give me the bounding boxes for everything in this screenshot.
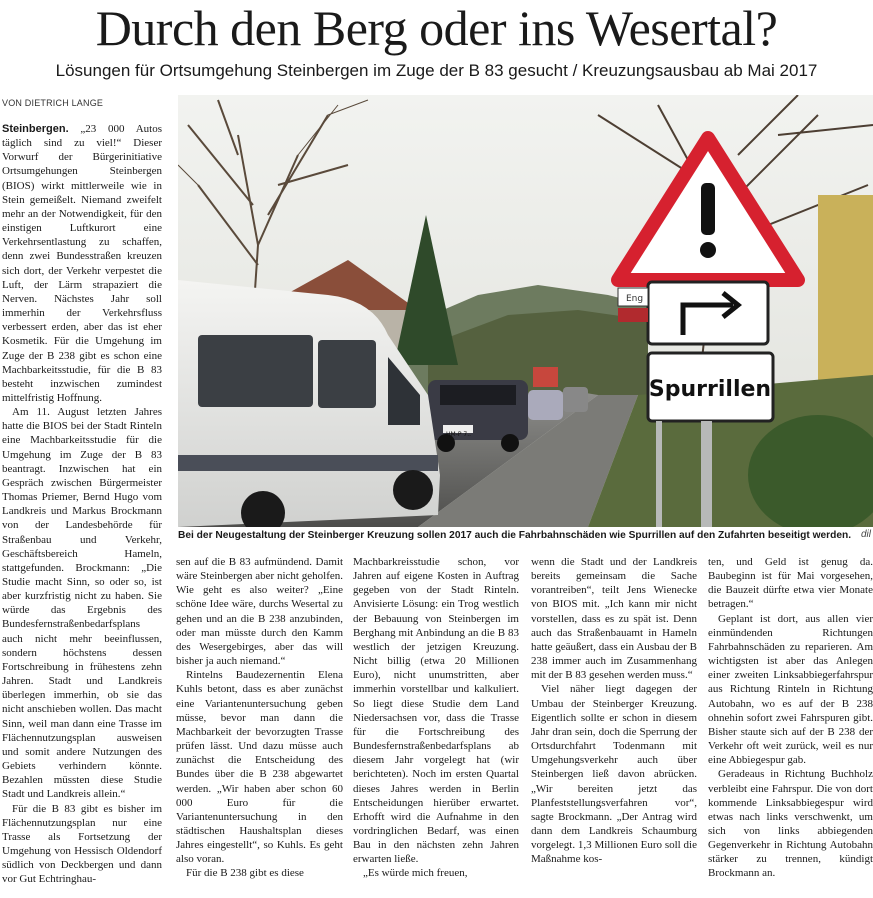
paragraph: Am 11. August letzten Jahres hatte die BIOS bei der Stadt Rinteln eine Machbarkeitsstudie für die Umgehung im Zuge der B 83 beantragt. Inzwischen hat ein Gespräch zwischen Bürgermeister Thomas Priemer, Bernd Hugo vom Landkreis und Markus Brockmann von der Landesbehörde für Straßenbau und Verkehr, Geschäftsbereich Hameln, stattgefunden. Brockmann: „Die Studie macht Sinn, so oder so, ist aber kurzfristig nicht zu haben. Sie würde das Ergebnis des Bundesfernstraßenbedarfsplans auch nicht mehr beeinflussen, sondern höchstens dessen Fortschreibung in frühestens zehn Jahren. Stadt und Landkreis überlegen immerhin, ob sie das nicht anschieben wollen. Das macht Sinn, weil man dann eine Trasse im Flächennutzungsplan ausweisen und somit andere Nutzungen des Gebiets verhindern könnte. Bezahlen müssten diese Studie Stadt und Landkreis allein.“ bbox=[2, 406, 162, 801]
exclamation-icon bbox=[701, 183, 715, 235]
spurrillen-sign-text: Spurrillen bbox=[648, 377, 772, 402]
article-photo bbox=[178, 95, 873, 527]
paragraph: Geplant ist dort, aus allen vier einmündenden Richtungen Fahrbahnschäden zu reparieren. Am wichtigsten ist aber das Anlegen einer zweiten Linksabbiegerfahrspur aus Richtung Rinteln in Richtung Autobahn, wo es auf der B 238 ohnehin sofort zwei Fahrspuren gibt. Bisher staute sich auf der B 238 der Verkehr oft weit zurück, weil es nur eine Abbiegespur gab. bbox=[708, 612, 873, 767]
red-truck bbox=[533, 367, 558, 387]
paragraph bbox=[2, 122, 162, 405]
silver-car bbox=[528, 390, 563, 420]
small-direction-sign bbox=[618, 288, 648, 322]
paragraph: „Es würde mich freuen, bbox=[363, 867, 468, 880]
paragraph: Geradeaus in Richtung Buchholz verbleibt eine Fahrspur. Die von dort kommende Linksabbiegespur wird etwas nach links verschwenkt, um sich von links abbiegenden Gegenverkehr in Richtung Autobahn stärker zu trennen, kündigt Brockmann an. bbox=[708, 768, 873, 880]
small-sign-text: Eng bbox=[626, 294, 644, 304]
photo-caption: Bei der Neugestaltung der Steinberger Kreuzung sollen 2017 auch die Fahrbahnschäden wie Spurrillen auf den Zufahrten beseitigt werden. bbox=[178, 530, 852, 541]
text-column-5 bbox=[708, 555, 873, 881]
paragraph: Rintelns Baudezernentin Elena Kuhls betont, dass es aber zunächst eine Variantenuntersuchung geben müsse, bevor man dann die Machbarkeit der bevorzugten Trasse prüfen lässt. Und dazu müsse auch zunächst die Entscheidung des Bundes über die B 238 abgewartet werden. „Wir haben aber schon 60 000 Euro für die Variantenuntersuchung in den städtischen Haushaltsplan dieses Jahres eingestellt“, so Kuhls. Es geht also voran. bbox=[176, 669, 343, 866]
headline: Durch den Berg oder ins Wesertal? bbox=[95, 0, 778, 56]
paragraph: Viel näher liegt dagegen der Umbau der Steinberger Kreuzung. Eigentlich sollte er schon in diesem Jahr dran sein, doch die Sperrung der Ortsdurchfahrt Todenmann mit Umgehungsverkehr auch über Steinbergen ließ davon abrücken. „Wir bereiten jetzt das Planfeststellungsverfahren vor“, sagte Brockmann. „Der Antrag wird dann dem Landkreis Schaumburg vorgelegt. 1,3 Millionen Euro soll die Maßnahme kos- bbox=[531, 683, 697, 866]
dateline: Steinbergen. bbox=[2, 123, 69, 135]
text-column-2 bbox=[176, 555, 343, 881]
byline: VON DIETRICH LANGE bbox=[2, 98, 104, 108]
paragraph: sen auf die B 83 aufmündend. Damit wäre Steinbergen aber nicht geholfen. Wie geht es also weiter? „Eine schöne Idee wäre, durchs Wesertal zu gehen und an die B 238 anzubinden, oder man müsste durch den Kamm des Wesergebirges, aber das will bisher ja auch niemand.“ bbox=[176, 556, 343, 668]
photo-credit: dil bbox=[860, 529, 871, 540]
paragraph: Für die B 238 gibt es diese bbox=[186, 867, 304, 880]
paragraph: Machbarkreisstudie schon, vor Jahren auf eigene Kosten in Auftrag gegeben von der Stadt Rinteln. Anvisierte Lösung: ein Trog westlich der Bebauung von Steinbergen im Berghang mit Anbindung an die B 83 westlich der jetzigen Kreuzung. Nicht billig (etwa 20 Millionen Euro), nicht unumstritten, aber immerhin vorstellbar und kalkuliert. So liegt diese Studie dem Land Niedersachsen vor, dass die Trasse für die Fortschreibung des Bundesfernstraßenbedarfsplans ab diesem Jahr vorgelegt hat (wir berichteten). Noch im ersten Quartal dieses Jahres werden in Berlin Entscheidungen hierüber erwartet. Erhofft wird die Aufnahme in den vordringlichen Bedarf, was einen Bau in den nächsten zehn Jahren erwarten ließe. bbox=[353, 556, 519, 866]
paragraph: wenn die Stadt und der Landkreis bereits gemeinsam die Sache vorantreiben“, teilt Jens Wienecke von BIOS mit. „Ich kann mir nicht vorstellen, dass es zu spät ist. Denn auch das Straßenbauamt in Hameln hatte geäußert, dass ein Ausbau der B 238 immer auch im Zusammenhang mit der B 83 gesehen werden muss.“ bbox=[531, 556, 697, 682]
paragraph: Für die B 83 gibt es bisher im Flächennutzungsplan nur eine Trasse als Fortsetzung der Umgehung von Hessisch Oldendorf südlich von Deckbergen und dann vor Gut Echtringhau- bbox=[2, 802, 162, 886]
paragraph: ten, und Geld ist genug da. Baubeginn ist für Mai vorgesehen, die Bauzeit dürfte etwa vier Monate betragen.“ bbox=[708, 556, 873, 611]
paragraph-text: „23 000 Autos täglich sind zu viel!“ Dieser Vorwurf der Bürgerinitiative Ortsumgehungen Steinbergen (BIOS) wirkt mittlerweile wie in Stein gemeißelt. Niemand zweifelt mehr an der Notwendigkeit, für den einstigen Luftkurort eine Verkehrsentlastung zu schaffen, denn zwei Bundesstraßen kreuzen sich dort, der Verkehr verpestet die Luft, der Lärm strapaziert die Nerven. Nächstes Jahr soll immerhin der Verkehrsfluss verbessert erden, aber das ist eher Kosmetik. Für die Umgehung im Zuge der B 238 gibt es schon eine Machbarkeitsstudie, für die B 83 besteht inzwischen zumindest mittelfristig Hoffnung. bbox=[2, 123, 163, 404]
text-column-3 bbox=[353, 555, 519, 881]
text-column-1 bbox=[2, 122, 162, 886]
subheadline: Lösungen für Ortsumgehung Steinbergen im Zuge der B 83 gesucht / Kreuzungsausbau ab Mai 2017 bbox=[55, 61, 818, 80]
turn-arrow-sign bbox=[648, 282, 768, 344]
text-column-4 bbox=[531, 555, 697, 866]
street-scene-image bbox=[178, 95, 873, 527]
spurrillen-sign bbox=[648, 353, 773, 421]
license-plate: HM-P 7.. bbox=[446, 431, 472, 438]
sign-post bbox=[701, 421, 712, 527]
grey-car bbox=[563, 387, 588, 412]
